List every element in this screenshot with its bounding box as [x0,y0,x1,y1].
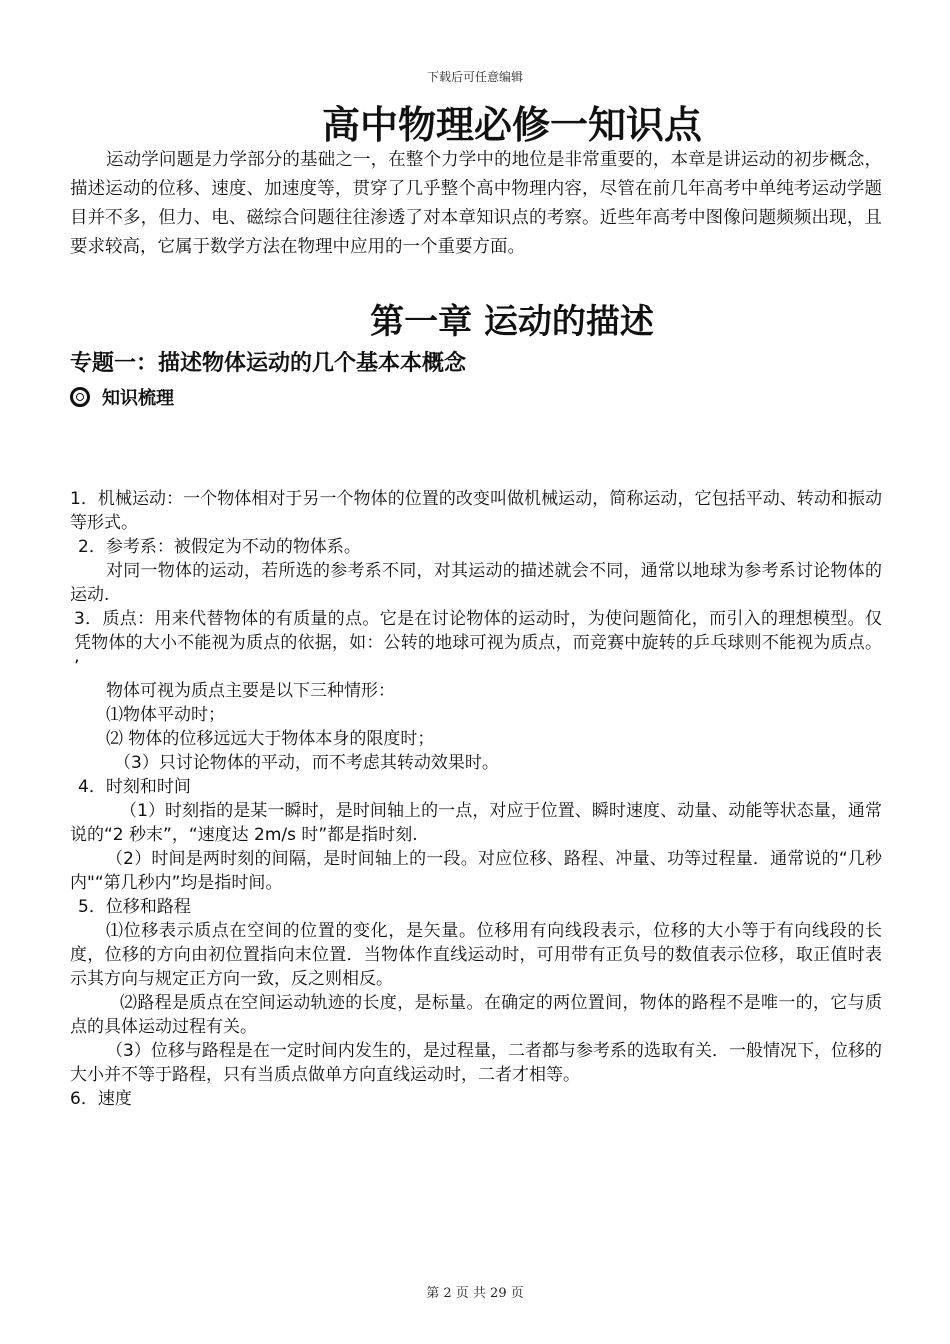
paragraph-displacement-vs-path: （3）位移与路程是在一定时间内发生的，是过程量，二者都与参考系的选取有关．一般情况下，位移的大小并不等于路程，只有当质点做单方向直线运动时，二者才相等。 [70,1041,882,1085]
double-circle-icon [70,387,90,407]
paragraph-point-mass-cases: 物体可视为质点主要是以下三种情形： [106,681,395,701]
paragraph-time-heading: 4．时刻和时间 [78,777,191,797]
list-item-case-3: （3）只讨论物体的平动，而不考虑其转动效果时。 [114,753,499,773]
section-heading [70,384,174,410]
header-note: 下载后可任意编辑 [426,70,523,84]
paragraph-mechanical-motion: 1．机械运动：一个物体相对于另一个物体的位置的改变叫做机械运动，简称运动，它包括平动、转动和振动等形式。 [70,489,882,533]
paragraph-reference-frame-detail: 对同一物体的运动，若所选的参考系不同，对其运动的描述就会不同，通常以地球为参考系讨论物体的运动. [70,561,882,605]
paragraph-velocity-heading: 6．速度 [70,1089,132,1109]
list-item-case-2: ⑵ 物体的位移远远大于物体本身的限度时； [106,729,435,749]
paragraph-path-length: ⑵路程是质点在空间运动轨迹的长度，是标量。在确定的两位置间，物体的路程不是唯一的，它与质点的具体运动过程有关。 [70,993,882,1037]
paragraph-time-instant: （1）时刻指的是某一瞬时，是时间轴上的一点，对应于位置、瞬时速度、动量、动能等状态量，通常说的“2 秒末”，“速度达 2m/s 时”都是指时刻. [70,801,882,845]
paragraph-displacement: ⑴位移表示质点在空间的位置的变化，是矢量。位移用有向线段表示，位移的大小等于有向线段的长度，位移的方向由初位置指向末位置．当物体作直线运动时，可用带有正负号的数值表示位移，取正值时表示其方向与规定正方向一致，反之则相反。 [70,921,882,989]
paragraph-time-interval: （2）时间是两时刻的间隔，是时间轴上的一段。对应位移、路程、冲量、功等过程量．通常说的“几秒内"“第几秒内”均是指时间。 [70,849,882,893]
body-text [70,487,882,1111]
document-title: 高中物理必修一知识点 [321,102,702,147]
paragraph-displacement-heading: 5．位移和路程 [78,897,191,917]
intro-paragraph: 运动学问题是力学部分的基础之一，在整个力学中的地位是非常重要的，本章是讲运动的初步概念，描述运动的位移、速度、加速度等，贯穿了几乎整个高中物理内容，尽管在前几年高考中单纯考运动学题目并不多，但力、电、磁综合问题往往渗透了对本章知识点的考察。近些年高考中图像问题频频出现，且要求较高，它属于数学方法在物理中应用的一个重要方面。 [70,150,882,257]
section-heading-label: 知识梳理 [102,388,174,409]
chapter-title: 第一章 运动的描述 [370,302,654,342]
paragraph-point-mass: 3．质点：用来代替物体的有质量的点。它是在讨论物体的运动时，为使问题简化，而引入的理想模型。仅凭物体的大小不能视为质点的依据，如：公转的地球可视为质点，而竞赛中旋转的乒乓球则不能视为质点。 ’ [74,609,882,677]
topic-title: 专题一：描述物体运动的几个基本本概念 [70,351,467,376]
page-footer: 第 2 页 共 29 页 [426,1286,524,1301]
list-item-case-1: ⑴物体平动时； [106,705,225,725]
paragraph-reference-frame: 2．参考系：被假定为不动的物体系。 [78,537,361,557]
